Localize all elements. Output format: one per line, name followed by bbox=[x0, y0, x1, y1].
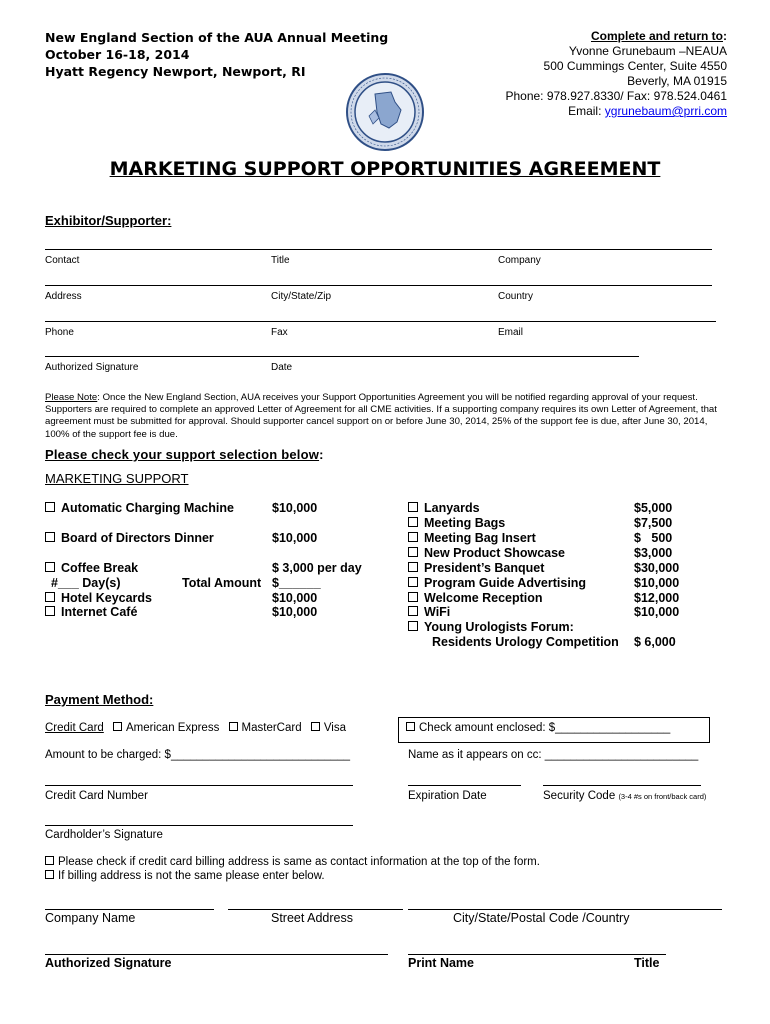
option-hotel-keycards[interactable]: Hotel Keycards bbox=[45, 591, 152, 606]
phone-row-line[interactable] bbox=[45, 321, 716, 322]
city-state-postal-label: City/State/Postal Code /Country bbox=[453, 911, 630, 925]
print-name-title-line[interactable] bbox=[408, 954, 666, 955]
checkbox[interactable] bbox=[45, 562, 55, 572]
return-info bbox=[505, 29, 727, 119]
card-number-line[interactable] bbox=[45, 785, 353, 786]
young-urologists-sub-label: Residents Urology Competition bbox=[432, 635, 619, 649]
page-title: MARKETING SUPPORT OPPORTUNITIES AGREEMENT bbox=[109, 158, 661, 180]
option-young-urologists-forum[interactable]: Young Urologists Forum: bbox=[408, 620, 574, 635]
option-welcome-reception[interactable]: Welcome Reception bbox=[408, 591, 543, 606]
check-checkbox[interactable] bbox=[406, 722, 415, 731]
address-row-line[interactable] bbox=[45, 285, 712, 286]
city-state-postal-line[interactable] bbox=[408, 909, 722, 910]
price-hotel-keycards: $10,000 bbox=[272, 591, 318, 605]
return-city: Beverly, MA 01915 bbox=[627, 74, 727, 88]
option-automatic-charging-machine[interactable]: Automatic Charging Machine bbox=[45, 501, 234, 516]
return-phone-fax: Phone: 978.927.8330/ Fax: 978.524.0461 bbox=[505, 89, 727, 103]
contact-label: Contact bbox=[45, 255, 80, 266]
option-coffee-break[interactable]: Coffee Break bbox=[45, 561, 138, 576]
marketing-support-heading: MARKETING SUPPORT bbox=[45, 471, 189, 486]
company-name-line[interactable] bbox=[45, 909, 214, 910]
checkbox[interactable] bbox=[45, 592, 55, 602]
contact-row-line[interactable] bbox=[45, 249, 712, 250]
street-address-label: Street Address bbox=[271, 911, 353, 925]
checkbox[interactable] bbox=[45, 532, 55, 542]
credit-card-label: Credit Card bbox=[45, 722, 104, 734]
return-title: Complete and return to: bbox=[590, 29, 727, 43]
price-program-guide-advertising: $10,000 bbox=[634, 576, 680, 590]
payment-method-heading: Payment Method: bbox=[45, 692, 154, 707]
return-street: 500 Cummings Center, Suite 4550 bbox=[543, 59, 727, 73]
option-program-guide-advertising[interactable]: Program Guide Advertising bbox=[408, 576, 586, 591]
security-code-label: Security Code (3-4 #s on front/back card) bbox=[543, 790, 707, 802]
checkbox[interactable] bbox=[408, 577, 418, 587]
credit-card-options bbox=[45, 722, 346, 734]
price-young-urologists-forum: $ 6,000 bbox=[634, 635, 676, 649]
association-seal-logo bbox=[345, 72, 425, 152]
checkbox[interactable] bbox=[408, 592, 418, 602]
security-code-line[interactable] bbox=[543, 785, 701, 786]
card-number-label: Credit Card Number bbox=[45, 790, 148, 802]
cardholder-signature-label: Cardholder’s Signature bbox=[45, 829, 163, 841]
billing-different-option[interactable]: If billing address is not the same please enter below. bbox=[45, 870, 325, 882]
checkbox[interactable] bbox=[408, 606, 418, 616]
return-name: Yvonne Grunebaum –NEAUA bbox=[568, 44, 727, 58]
price-internet-cafe: $10,000 bbox=[272, 605, 318, 619]
security-code-note: (3-4 #s on front/back card) bbox=[618, 792, 707, 801]
option-meeting-bags[interactable]: Meeting Bags bbox=[408, 516, 505, 531]
option-internet-cafe[interactable]: Internet Café bbox=[45, 605, 137, 620]
street-address-line[interactable] bbox=[228, 909, 403, 910]
email-label: Email: bbox=[568, 104, 602, 118]
checkbox[interactable] bbox=[408, 621, 418, 631]
email-field-label: Email bbox=[498, 327, 524, 338]
option-meeting-bag-insert[interactable]: Meeting Bag Insert bbox=[408, 531, 536, 546]
checkbox[interactable] bbox=[408, 517, 418, 527]
selection-heading: Please check your support selection below: bbox=[45, 447, 324, 462]
checkbox[interactable] bbox=[45, 606, 55, 616]
authorized-signature-line[interactable] bbox=[45, 954, 388, 955]
meeting-name: New England Section of the AUA Annual Meeting bbox=[45, 30, 389, 45]
price-new-product-showcase: $3,000 bbox=[634, 546, 673, 560]
email-link[interactable]: ygrunebaum@prri.com bbox=[604, 104, 727, 118]
title-label: Title bbox=[271, 255, 290, 266]
billing-same-checkbox[interactable] bbox=[45, 856, 54, 865]
meeting-venue: Hyatt Regency Newport, Newport, RI bbox=[45, 64, 306, 79]
billing-same-option[interactable]: Please check if credit card billing address is same as contact information at the top of the form. bbox=[45, 856, 540, 868]
option-board-of-directors-dinner[interactable]: Board of Directors Dinner bbox=[45, 531, 214, 546]
price-meeting-bags: $7,500 bbox=[634, 516, 673, 530]
option-lanyards[interactable]: Lanyards bbox=[408, 501, 480, 516]
footer-title-label: Title bbox=[634, 956, 660, 970]
total-amount-field[interactable]: $______ bbox=[272, 576, 321, 590]
address-label: Address bbox=[45, 291, 82, 302]
coffee-days-field[interactable]: #___ Day(s) bbox=[51, 576, 121, 590]
country-label: Country bbox=[498, 291, 534, 302]
visa-checkbox[interactable] bbox=[311, 722, 320, 731]
price-coffee-break: $ 3,000 per day bbox=[272, 561, 362, 575]
billing-different-checkbox[interactable] bbox=[45, 870, 54, 879]
meeting-info bbox=[45, 29, 388, 80]
name-on-card-field[interactable]: Name as it appears on cc: ________________________ bbox=[408, 749, 699, 761]
city-state-zip-label: City/State/Zip bbox=[271, 291, 332, 302]
return-email-line bbox=[505, 104, 727, 119]
please-note-paragraph: Please Note: Once the New England Section, AUA receives your Support Opportunities Agreement you will be notified regarding approval of your request. Supporters are required to complete an approved Letter of Agreement for all CME activities. If a supporting company requires its own Letter of Agreement, that agreement must be submitted for approval. Should supporter cancel support on or before June 30, 2014, 25% of the support fee is due, after June 30, 2014, 100% of the support fee is due. bbox=[45, 392, 717, 440]
price-automatic-charging-machine: $10,000 bbox=[272, 501, 318, 515]
expiration-line[interactable] bbox=[408, 785, 521, 786]
amount-to-charge-field[interactable]: Amount to be charged: $____________________________ bbox=[45, 749, 351, 761]
checkbox[interactable] bbox=[408, 532, 418, 542]
price-welcome-reception: $12,000 bbox=[634, 591, 680, 605]
date-label: Date bbox=[271, 362, 293, 373]
amex-label: American Express bbox=[126, 722, 220, 734]
meeting-dates: October 16-18, 2014 bbox=[45, 47, 190, 62]
cardholder-signature-line[interactable] bbox=[45, 825, 353, 826]
option-new-product-showcase[interactable]: New Product Showcase bbox=[408, 546, 565, 561]
visa-label: Visa bbox=[323, 722, 346, 734]
checkbox[interactable] bbox=[45, 502, 55, 512]
price-wifi: $10,000 bbox=[634, 605, 680, 619]
phone-label: Phone bbox=[45, 327, 74, 338]
company-name-label: Company Name bbox=[45, 911, 136, 925]
print-name-label: Print Name bbox=[408, 956, 474, 970]
check-amount-field[interactable]: Check amount enclosed: $__________________ bbox=[402, 722, 670, 734]
expiration-label: Expiration Date bbox=[408, 790, 487, 802]
checkbox[interactable] bbox=[408, 562, 418, 572]
option-wifi[interactable]: WiFi bbox=[408, 605, 450, 620]
total-amount-label: Total Amount bbox=[182, 576, 262, 590]
mastercard-label: MasterCard bbox=[241, 722, 302, 734]
signature-row-line[interactable] bbox=[45, 356, 639, 357]
price-lanyards: $5,000 bbox=[634, 501, 673, 515]
company-label: Company bbox=[498, 255, 541, 266]
amex-checkbox[interactable] bbox=[113, 722, 122, 731]
price-meeting-bag-insert: $ 500 bbox=[634, 531, 673, 545]
fax-label: Fax bbox=[271, 327, 288, 338]
price-board-of-directors-dinner: $10,000 bbox=[272, 531, 318, 545]
authorized-signature-label: Authorized Signature bbox=[45, 362, 139, 373]
mastercard-checkbox[interactable] bbox=[229, 722, 238, 731]
checkbox[interactable] bbox=[408, 547, 418, 557]
exhibitor-heading: Exhibitor/Supporter: bbox=[45, 213, 172, 228]
price-presidents-banquet: $30,000 bbox=[634, 561, 680, 575]
option-presidents-banquet[interactable]: President’s Banquet bbox=[408, 561, 544, 576]
checkbox[interactable] bbox=[408, 502, 418, 512]
footer-authorized-signature-label: Authorized Signature bbox=[45, 956, 172, 970]
